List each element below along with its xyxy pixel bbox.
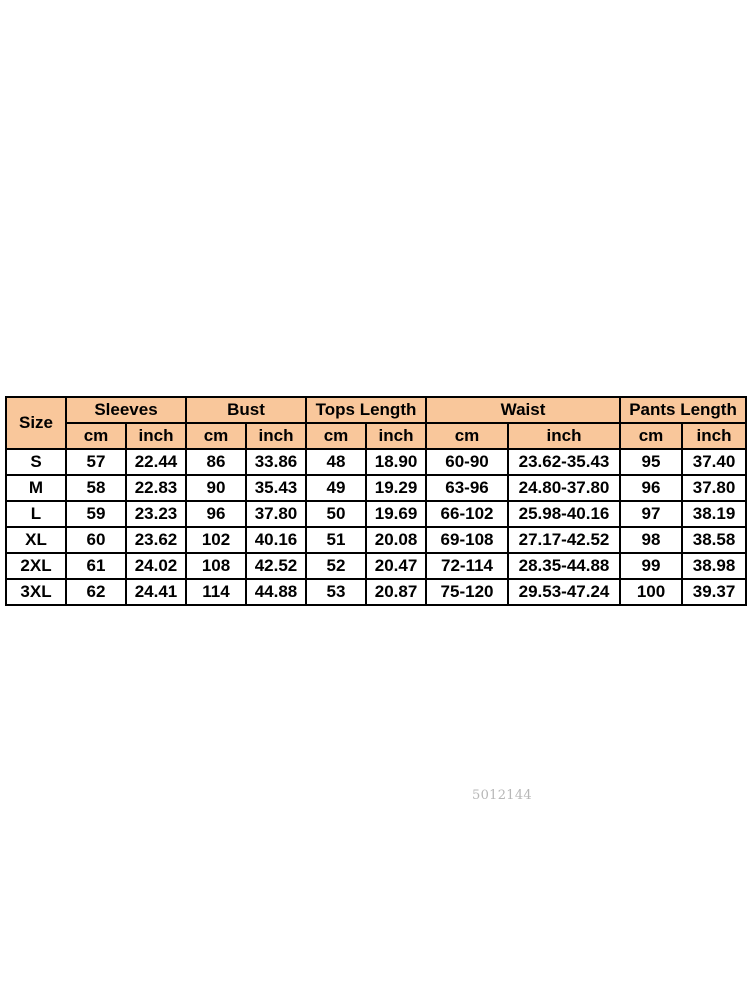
table-cell: 102: [186, 527, 246, 553]
table-cell: 61: [66, 553, 126, 579]
table-cell: 20.47: [366, 553, 426, 579]
header-unit: inch: [126, 423, 186, 449]
size-cell: L: [6, 501, 66, 527]
table-cell: 52: [306, 553, 366, 579]
header-group-waist: Waist: [426, 397, 620, 423]
table-cell: 72-114: [426, 553, 508, 579]
table-cell: 35.43: [246, 475, 306, 501]
table-cell: 37.80: [682, 475, 746, 501]
table-cell: 53: [306, 579, 366, 605]
size-cell: XL: [6, 527, 66, 553]
table-cell: 63-96: [426, 475, 508, 501]
table-cell: 40.16: [246, 527, 306, 553]
header-unit-row: [6, 423, 746, 449]
table-cell: 90: [186, 475, 246, 501]
table-cell: 24.41: [126, 579, 186, 605]
table-cell: 49: [306, 475, 366, 501]
table-cell: 51: [306, 527, 366, 553]
table-cell: 24.02: [126, 553, 186, 579]
table-cell: 59: [66, 501, 126, 527]
table-cell: 18.90: [366, 449, 426, 475]
size-chart-body: [6, 449, 746, 605]
table-cell: 57: [66, 449, 126, 475]
table-cell: 50: [306, 501, 366, 527]
table-row: [6, 553, 746, 579]
table-cell: 38.58: [682, 527, 746, 553]
table-cell: 44.88: [246, 579, 306, 605]
header-unit: inch: [366, 423, 426, 449]
table-cell: 23.23: [126, 501, 186, 527]
table-cell: 99: [620, 553, 682, 579]
table-cell: 62: [66, 579, 126, 605]
table-cell: 48: [306, 449, 366, 475]
table-cell: 96: [186, 501, 246, 527]
table-row: [6, 527, 746, 553]
table-cell: 33.86: [246, 449, 306, 475]
table-cell: 38.98: [682, 553, 746, 579]
table-cell: 42.52: [246, 553, 306, 579]
table-cell: 75-120: [426, 579, 508, 605]
header-unit: cm: [426, 423, 508, 449]
table-row: [6, 501, 746, 527]
table-cell: 23.62-35.43: [508, 449, 620, 475]
header-group-bust: Bust: [186, 397, 306, 423]
table-cell: 69-108: [426, 527, 508, 553]
table-cell: 22.44: [126, 449, 186, 475]
table-cell: 37.80: [246, 501, 306, 527]
size-cell: S: [6, 449, 66, 475]
size-cell: M: [6, 475, 66, 501]
size-chart-table: [5, 396, 747, 606]
header-unit: cm: [66, 423, 126, 449]
header-unit: inch: [682, 423, 746, 449]
table-cell: 19.29: [366, 475, 426, 501]
header-unit: cm: [306, 423, 366, 449]
table-cell: 28.35-44.88: [508, 553, 620, 579]
header-unit: cm: [620, 423, 682, 449]
table-cell: 66-102: [426, 501, 508, 527]
header-size: Size: [6, 397, 66, 449]
table-cell: 100: [620, 579, 682, 605]
table-row: [6, 475, 746, 501]
size-chart-header: [6, 397, 746, 449]
table-cell: 20.08: [366, 527, 426, 553]
table-cell: 39.37: [682, 579, 746, 605]
header-unit: cm: [186, 423, 246, 449]
table-cell: 19.69: [366, 501, 426, 527]
table-cell: 108: [186, 553, 246, 579]
table-cell: 114: [186, 579, 246, 605]
table-cell: 60: [66, 527, 126, 553]
table-cell: 97: [620, 501, 682, 527]
table-cell: 24.80-37.80: [508, 475, 620, 501]
watermark-code: 5012144: [472, 788, 532, 803]
size-cell: 3XL: [6, 579, 66, 605]
table-cell: 86: [186, 449, 246, 475]
table-cell: 27.17-42.52: [508, 527, 620, 553]
size-cell: 2XL: [6, 553, 66, 579]
header-unit: inch: [508, 423, 620, 449]
table-cell: 96: [620, 475, 682, 501]
header-group-tops-length: Tops Length: [306, 397, 426, 423]
header-group-pants-length: Pants Length: [620, 397, 746, 423]
table-cell: 60-90: [426, 449, 508, 475]
header-unit: inch: [246, 423, 306, 449]
header-group-sleeves: Sleeves: [66, 397, 186, 423]
table-cell: 25.98-40.16: [508, 501, 620, 527]
table-cell: 95: [620, 449, 682, 475]
table-row: [6, 449, 746, 475]
table-cell: 98: [620, 527, 682, 553]
table-cell: 22.83: [126, 475, 186, 501]
table-cell: 37.40: [682, 449, 746, 475]
table-cell: 20.87: [366, 579, 426, 605]
table-cell: 29.53-47.24: [508, 579, 620, 605]
table-cell: 58: [66, 475, 126, 501]
header-group-row: [6, 397, 746, 423]
table-cell: 38.19: [682, 501, 746, 527]
table-row: [6, 579, 746, 605]
table-cell: 23.62: [126, 527, 186, 553]
